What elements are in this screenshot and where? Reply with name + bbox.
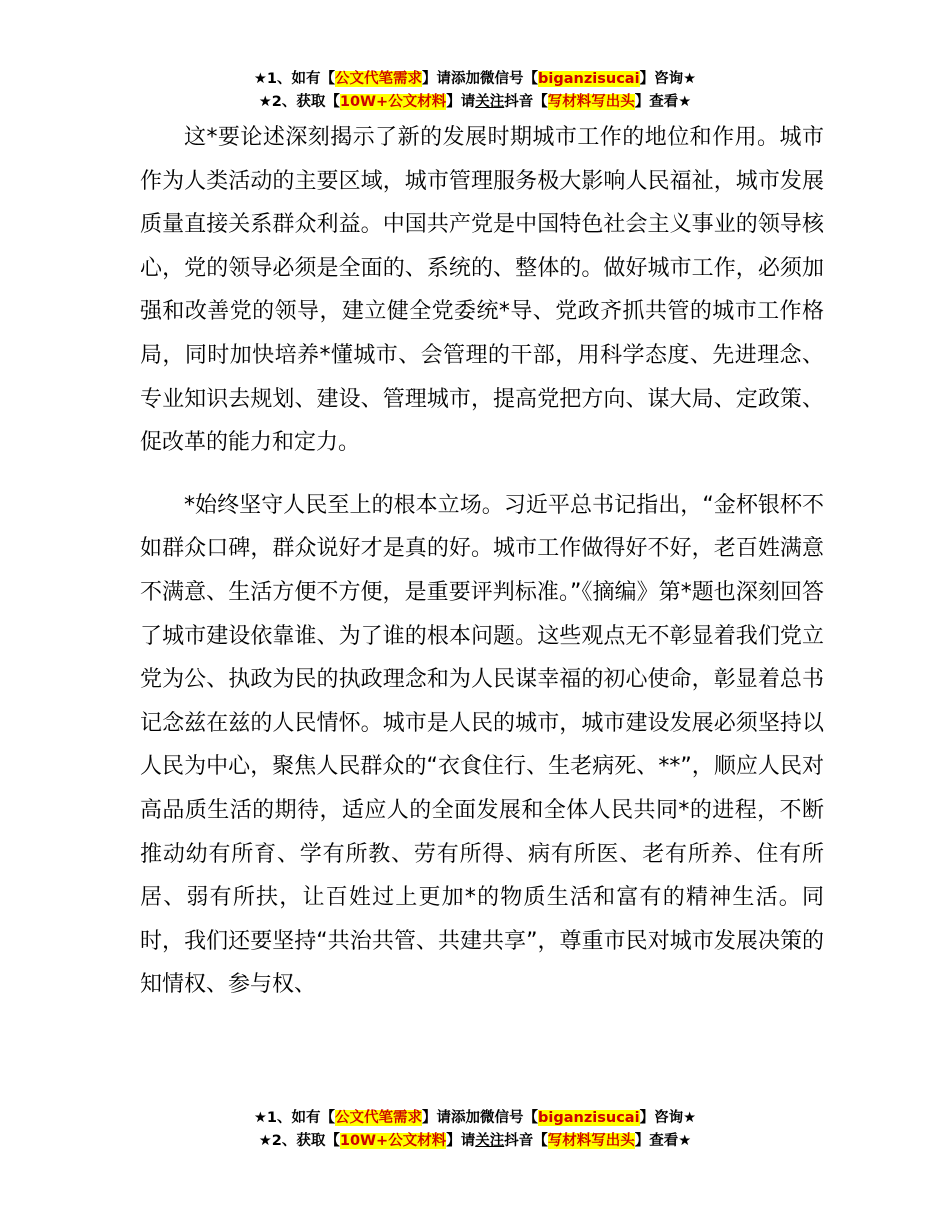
banner-text: 抖音【 — [504, 1133, 548, 1149]
banner-text: 】请 — [422, 71, 452, 87]
banner-line-1 — [0, 1107, 950, 1130]
paragraph: 这*要论述深刻揭示了新的发展时期城市工作的地位和作用。城市作为人类活动的主要区域，城市管理服务极大影响人民福祉，城市发展质量直接关系群众利益。中国共产党是中国特色社会主义事业的领导核心，党的领导必须是全面的、系统的、整体的。做好城市工作，必须加强和改善党的领导，建立健全党委统*导、党政齐抓共管的城市工作格局，同时加快培养*懂城市、会管理的干部，用科学态度、先进理念、专业知识去规划、建设、管理城市，提高党把方向、谋大局、定政策、促改革的能力和定力。 — [140, 125, 824, 456]
banner-text: 】请 — [446, 1133, 476, 1149]
banner-prefix: ★2、获取【 — [258, 1133, 340, 1149]
banner-emphasis: 添加 — [451, 71, 481, 87]
footer-banner — [0, 1107, 950, 1153]
banner-highlight: 10W+公文材料 — [339, 1133, 447, 1149]
banner-emphasis: 关注 — [475, 94, 505, 110]
banner-highlight: biganzisucai — [538, 1110, 640, 1126]
paragraph: *始终坚守人民至上的根本立场。习近平总书记指出，“金杯银杯不如群众口碑，群众说好才是真的好。城市工作做得好不好，老百姓满意不满意、生活方便不方便，是重要评判标准。”《摘编》第*题也深刻回答了城市建设依靠谁、为了谁的根本问题。这些观点无不彰显着我们党立党为公、执政为民的执政理念和为人民谋幸福的初心使命，彰显着总书记念兹在兹的人民情怀。城市是人民的城市，城市建设发展必须坚持以人民为中心，聚焦人民群众的“衣食住行、生老病死、**”，顺应人民对高品质生活的期待，适应人的全面发展和全体人民共同*的进程，不断推动幼有所育、学有所教、劳有所得、病有所医、老有所养、住有所居、弱有所扶，让百姓过上更加*的物质生活和富有的精神生活。同时，我们还要坚持“共治共管、共建共享”，尊重市民对城市发展决策的知情权、参与权、 — [140, 492, 824, 998]
banner-text: 微信号【 — [480, 71, 539, 87]
banner-text: 微信号【 — [480, 1110, 539, 1126]
document-body — [140, 116, 824, 1007]
banner-highlight: 10W+公文材料 — [339, 94, 447, 110]
banner-suffix: 】查看★ — [634, 94, 692, 110]
banner-highlight: 公文代笔需求 — [335, 71, 423, 87]
banner-prefix: ★1、如有【 — [253, 1110, 336, 1126]
banner-emphasis: 关注 — [475, 1133, 505, 1149]
header-banner — [0, 68, 950, 114]
banner-suffix: 】咨询★ — [639, 71, 697, 87]
banner-highlight: 写材料写出头 — [547, 94, 635, 110]
banner-prefix: ★2、获取【 — [258, 94, 340, 110]
banner-highlight: 公文代笔需求 — [335, 1110, 423, 1126]
banner-emphasis: 添加 — [451, 1110, 481, 1126]
banner-line-2 — [0, 91, 950, 114]
banner-line-1 — [0, 68, 950, 91]
banner-prefix: ★1、如有【 — [253, 71, 336, 87]
banner-highlight: biganzisucai — [538, 71, 640, 87]
banner-text: 】请 — [422, 1110, 452, 1126]
banner-suffix: 】查看★ — [634, 1133, 692, 1149]
banner-suffix: 】咨询★ — [639, 1110, 697, 1126]
banner-text: 】请 — [446, 94, 476, 110]
banner-highlight: 写材料写出头 — [547, 1133, 635, 1149]
banner-line-2 — [0, 1130, 950, 1153]
banner-text: 抖音【 — [504, 94, 548, 110]
